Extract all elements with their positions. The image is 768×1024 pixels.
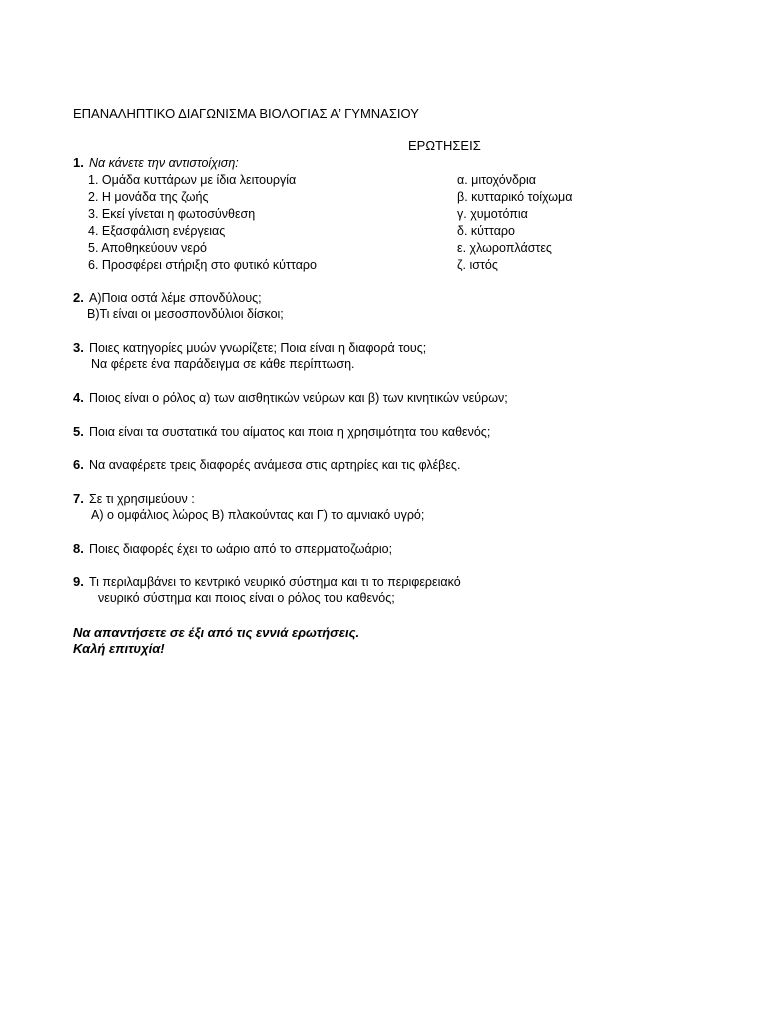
q1-right-item: ζ. ιστός <box>457 258 498 272</box>
q6-line1: Να αναφέρετε τρεις διαφορές ανάμεσα στις αρτηρίες και τις φλέβες. <box>89 458 461 472</box>
q2-number: 2. <box>73 290 84 305</box>
section-title: ΕΡΩΤΗΣΕΙΣ <box>408 138 481 153</box>
instructions-footer: Να απαντήσετε σε έξι από τις εννιά ερωτήσεις. <box>73 625 360 640</box>
q1-left-item: 5. Αποθηκεύουν νερό <box>88 241 207 255</box>
q3-number: 3. <box>73 340 84 355</box>
q9-number: 9. <box>73 574 84 589</box>
q3-line1: Ποιες κατηγορίες μυών γνωρίζετε; Ποια είναι η διαφορά τους; <box>89 341 427 355</box>
document-title: ΕΠΑΝΑΛΗΠΤΙΚΟ ΔΙΑΓΩΝΙΣΜΑ ΒΙΟΛΟΓΙΑΣ Α’ ΓΥΜΝΑΣΙΟΥ <box>73 106 419 121</box>
q2-line2: Β)Τι είναι οι μεσοσπονδύλιοι δίσκοι; <box>87 307 284 321</box>
q8-line1: Ποιες διαφορές έχει το ωάριο από το σπερματοζωάριο; <box>89 542 393 556</box>
q1-right-item: γ. χυμοτόπια <box>457 207 528 221</box>
q8-number: 8. <box>73 541 84 556</box>
q1-right-item: δ. κύτταρο <box>457 224 515 238</box>
q1-left-item: 1. Ομάδα κυττάρων με ίδια λειτουργία <box>88 173 297 187</box>
q4-line1: Ποιος είναι ο ρόλος α) των αισθητικών νεύρων και β) των κινητικών νεύρων; <box>89 391 508 405</box>
q5-line1: Ποια είναι τα συστατικά του αίματος και ποια η χρησιμότητα του καθενός; <box>89 425 491 439</box>
q6-number: 6. <box>73 457 84 472</box>
q7-line2: Α) ο ομφάλιος λώρος Β) πλακούντας και Γ) το αμνιακό υγρό; <box>91 508 425 522</box>
q1-left-item: 3. Εκεί γίνεται η φωτοσύνθεση <box>88 207 256 221</box>
q5-number: 5. <box>73 424 84 439</box>
q1-right-item: α. μιτοχόνδρια <box>457 173 537 187</box>
q2-line1: Α)Ποια οστά λέμε σπονδύλους; <box>89 291 262 305</box>
q4-number: 4. <box>73 390 84 405</box>
q9-line2: νευρικό σύστημα και ποιος είναι ο ρόλος του καθενός; <box>98 591 395 605</box>
q9-line1: Τι περιλαμβάνει το κεντρικό νευρικό σύστημα και τι το περιφερειακό <box>89 575 461 589</box>
q1-instruction: Να κάνετε την αντιστοίχιση: <box>89 156 239 170</box>
q7-number: 7. <box>73 491 84 506</box>
q1-right-item: ε. χλωροπλάστες <box>457 241 552 255</box>
q7-line1: Σε τι χρησιμεύουν : <box>89 492 195 506</box>
q1-number: 1. <box>73 155 84 170</box>
good-luck-text: Καλή επιτυχία! <box>73 641 165 656</box>
q1-left-item: 2. Η μονάδα της ζωής <box>88 190 209 204</box>
q1-right-item: β. κυτταρικό τοίχωμα <box>457 190 573 204</box>
q3-line2: Να φέρετε ένα παράδειγμα σε κάθε περίπτωση. <box>91 357 355 371</box>
q1-left-item: 4. Εξασφάλιση ενέργειας <box>88 224 226 238</box>
q1-left-item: 6. Προσφέρει στήριξη στο φυτικό κύτταρο <box>88 258 317 272</box>
